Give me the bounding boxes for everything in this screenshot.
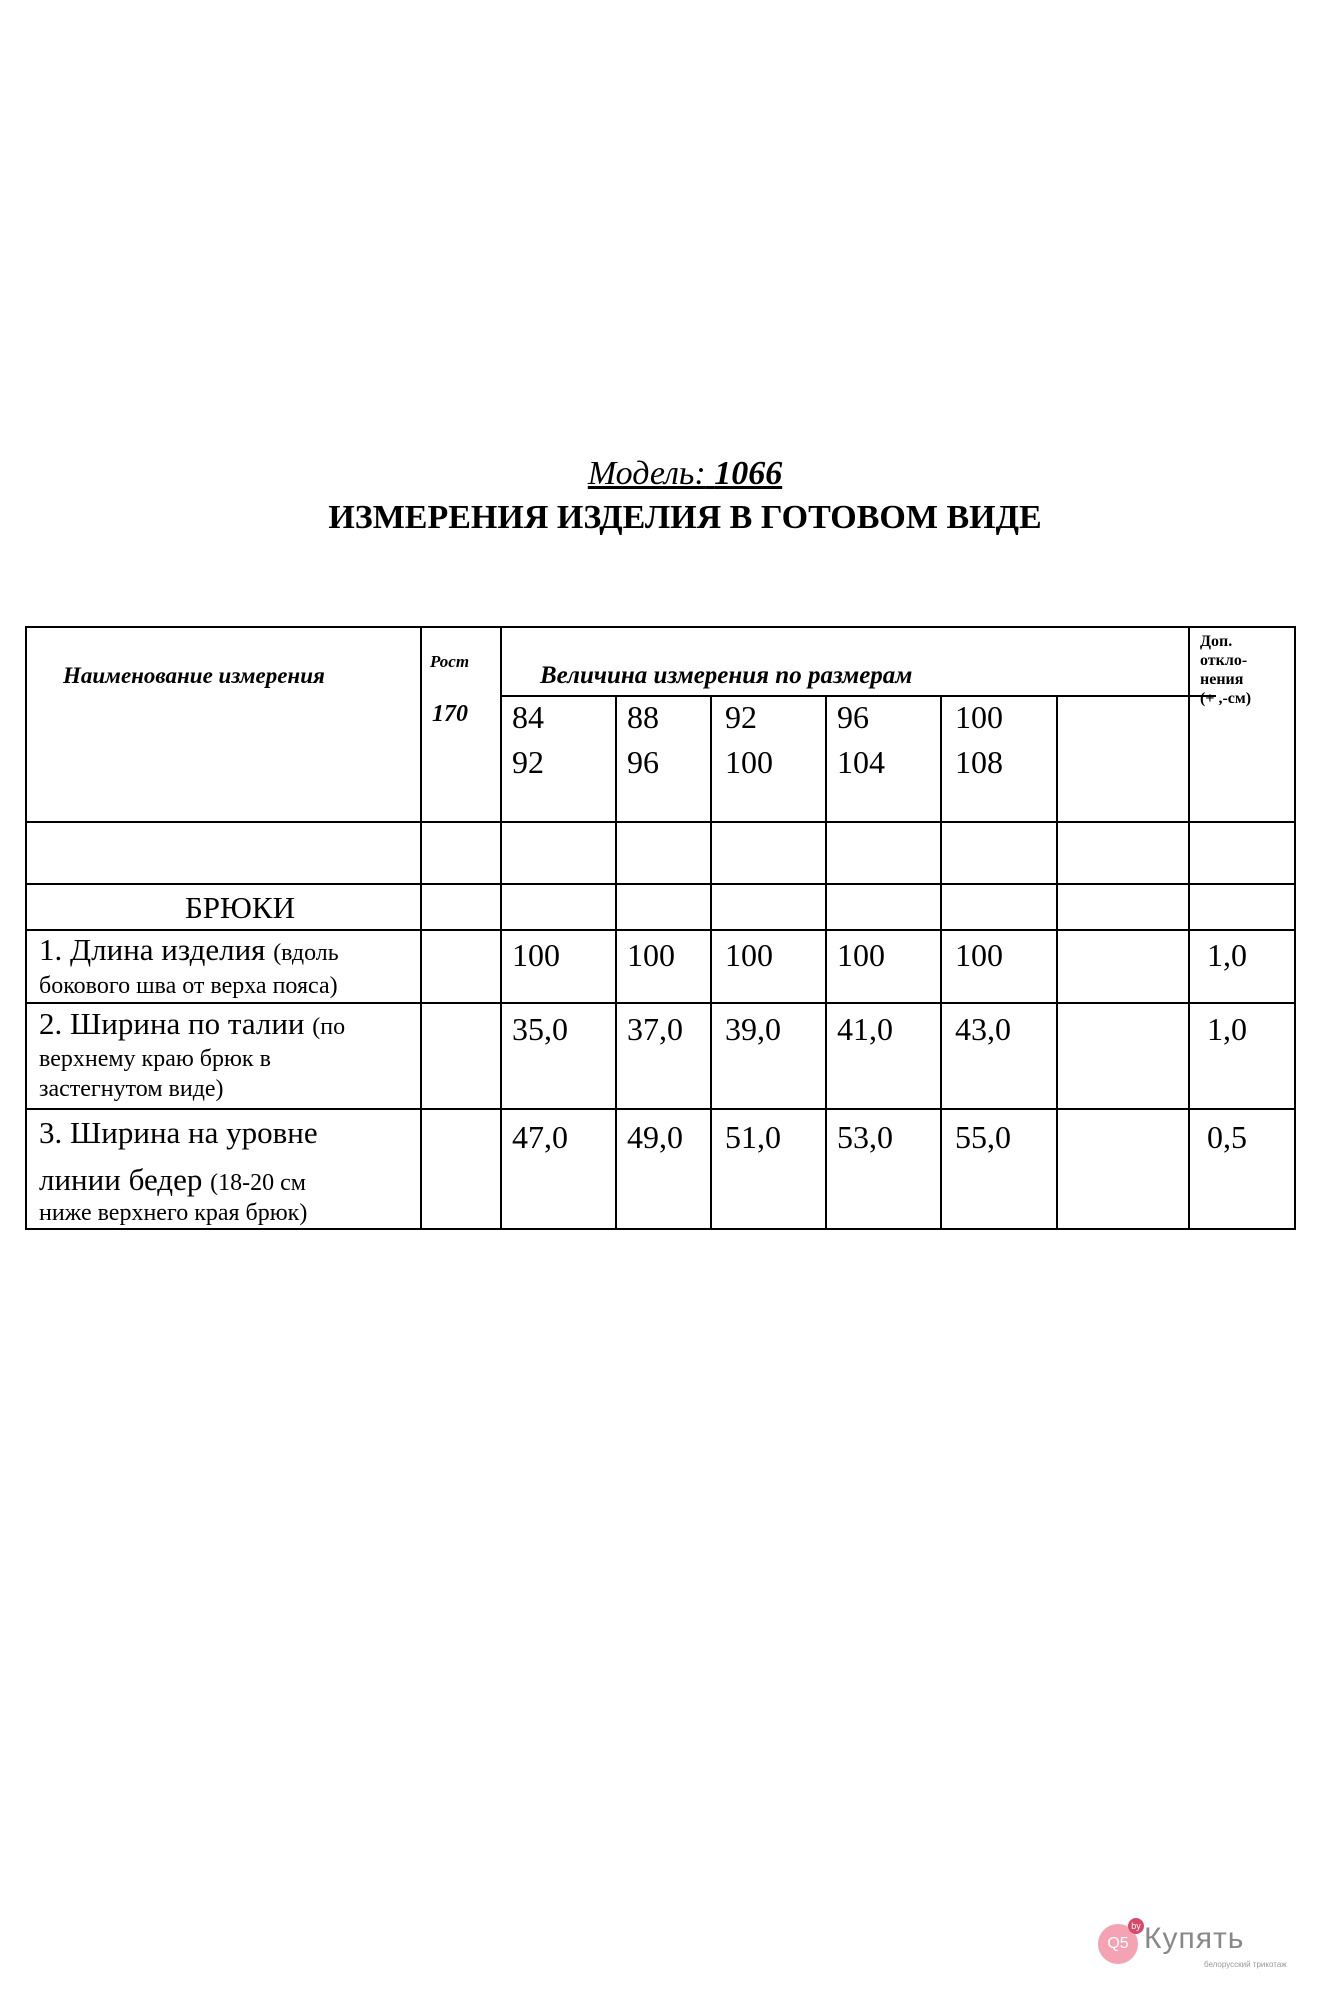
table-cell: 35,0 (512, 1011, 568, 1047)
header-name: Наименование измерения (63, 663, 325, 688)
brand-logo (1098, 1918, 1298, 1972)
size-value: 100 (725, 744, 773, 780)
table-border-left (25, 626, 27, 1230)
table-cell: 55,0 (955, 1119, 1011, 1155)
size-value: 92 (512, 744, 544, 780)
row-name: 3. Ширина на уровне (39, 1115, 318, 1150)
row-name (39, 932, 339, 971)
col-divider (500, 626, 502, 1230)
table-cell: 100 (627, 937, 675, 973)
col-divider (1188, 626, 1190, 1230)
tolerance-cell: 0,5 (1207, 1119, 1247, 1155)
tolerance-cell: 1,0 (1207, 937, 1247, 973)
size-column-header (627, 695, 659, 785)
table-border-bottom (25, 1228, 1296, 1230)
row-note: (вдоль (273, 940, 339, 966)
row-divider (25, 883, 1296, 885)
header-height-value: 170 (432, 701, 468, 727)
size-value: 100 (955, 699, 1003, 735)
table-cell: 53,0 (837, 1119, 893, 1155)
size-value: 96 (837, 699, 869, 735)
table-cell: 100 (837, 937, 885, 973)
row-note-line: верхнему краю брюк в (39, 1046, 271, 1072)
row-divider (25, 1108, 1296, 1110)
col-divider (825, 695, 827, 1230)
col-divider (710, 695, 712, 1230)
row-note: (по (312, 1014, 346, 1040)
header-bottom-line (25, 821, 1296, 823)
table-cell: 47,0 (512, 1119, 568, 1155)
size-value: 84 (512, 699, 544, 735)
tolerance-line: нения (1200, 671, 1244, 688)
tolerance-line: Доп. (1200, 633, 1233, 650)
measurement-table (25, 626, 1296, 1230)
size-column-header (725, 695, 773, 785)
size-column-header (512, 695, 544, 785)
size-column-header (955, 695, 1003, 785)
tolerance-cell: 1,0 (1207, 1011, 1247, 1047)
header-sizes-label: Величина измерения по размерам (540, 662, 913, 689)
logo-badge: by (1128, 1918, 1144, 1934)
row-note: ниже верхнего края брюк) (39, 1200, 308, 1226)
size-value: 96 (627, 744, 659, 780)
table-cell: 39,0 (725, 1011, 781, 1047)
header-height-label: Рост (430, 652, 470, 671)
size-value: 108 (955, 744, 1003, 780)
table-cell: 37,0 (627, 1011, 683, 1047)
col-divider (420, 626, 422, 1230)
row-name-text: 2. Ширина по талии (39, 1006, 305, 1041)
row-name-text: 1. Длина изделия (39, 932, 266, 967)
table-cell: 51,0 (725, 1119, 781, 1155)
table-cell: 49,0 (627, 1119, 683, 1155)
tolerance-line: (+ ,-см) (1200, 690, 1252, 707)
size-column-header (837, 695, 885, 785)
size-value: 92 (725, 699, 757, 735)
row-divider (25, 929, 1296, 931)
row-name-text: линии бедер (39, 1162, 203, 1197)
table-cell: 41,0 (837, 1011, 893, 1047)
row-note (39, 1044, 271, 1104)
tolerance-line: откло- (1200, 652, 1248, 669)
table-cell: 100 (725, 937, 773, 973)
row-name (39, 1162, 306, 1201)
row-name (39, 1006, 345, 1045)
row-divider (25, 1002, 1296, 1004)
table-cell: 100 (955, 937, 1003, 973)
table-border-top (25, 626, 1296, 628)
header-tolerance (1200, 632, 1251, 708)
table-cell: 43,0 (955, 1011, 1011, 1047)
col-divider (940, 695, 942, 1230)
model-label: Модель: 1066 (587, 455, 783, 492)
size-value: 88 (627, 699, 659, 735)
col-divider (615, 695, 617, 1230)
logo-icon: Q5 (1098, 1924, 1138, 1964)
logo-tagline: белорусский трикотаж (1204, 1960, 1287, 1969)
row-note: (18-20 см (210, 1170, 306, 1196)
size-value: 104 (837, 744, 885, 780)
page-title: ИЗМЕРЕНИЯ ИЗДЕЛИЯ В ГОТОВОМ ВИДЕ (328, 499, 1042, 536)
row-note: бокового шва от верха пояса) (39, 973, 338, 999)
logo-text: Купять (1144, 1922, 1245, 1955)
section-title: БРЮКИ (185, 890, 295, 925)
row-note-line: застегнутом виде) (39, 1076, 224, 1102)
col-divider (1056, 695, 1058, 1230)
table-cell: 100 (512, 937, 560, 973)
table-border-right (1294, 626, 1296, 1230)
